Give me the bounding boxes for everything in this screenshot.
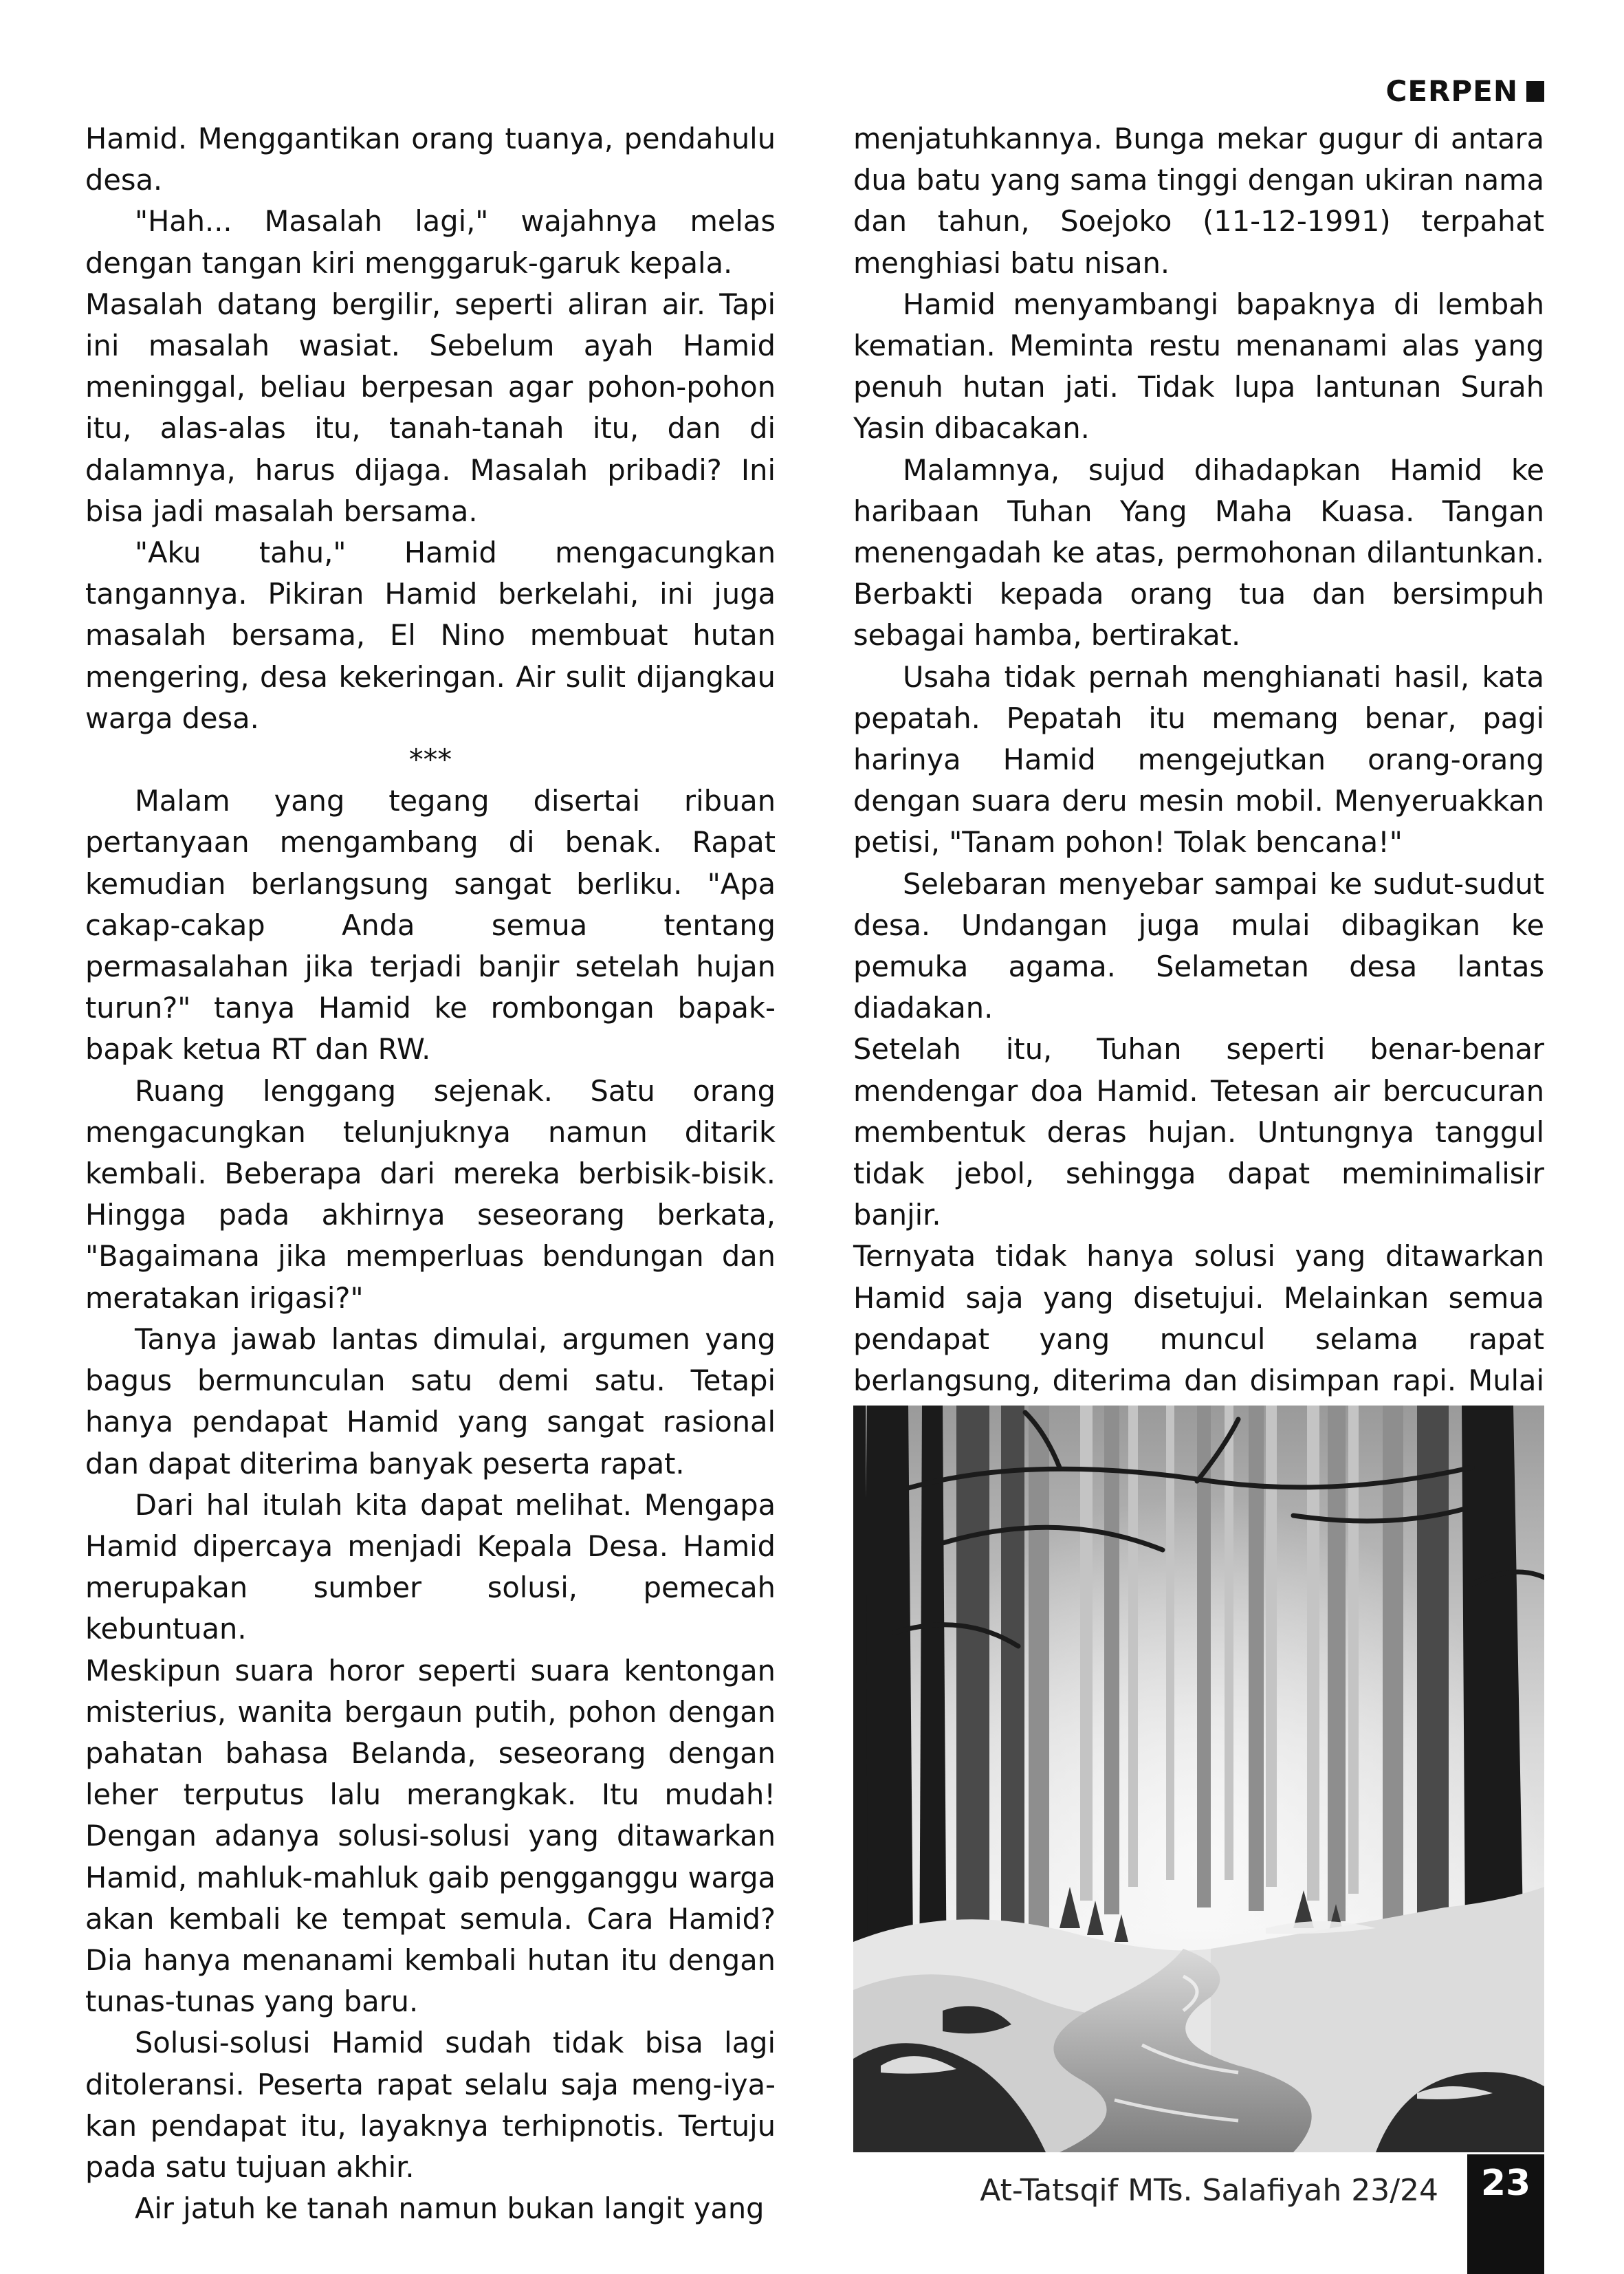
paragraph: Masalah datang bergilir, seperti aliran air. Tapi ini masalah wasiat. Sebelum ayah Hamid meninggal, beliau berpesan agar pohon-pohon itu, alas-alas itu, tanah-tanah itu, dan di dalamnya, harus dijaga. Masalah pribadi? Ini bisa jadi masalah bersama. <box>85 287 776 528</box>
paragraph: "Hah... Masalah lagi," wajahnya melas dengan tangan kiri menggaruk-garuk kepala. <box>85 204 776 280</box>
paragraph: Malam yang tegang disertai ribuan pertanyaan mengambang di benak. Rapat kemudian berlangsung sangat berliku. "Apa cakap-cakap Anda semua tentang permasalahan jika terjadi banjir setelah hujan turun?" tanya Hamid ke rombongan bapak-bapak ketua RT dan RW. <box>85 784 776 1067</box>
paragraph: menjatuhkannya. Bunga mekar gugur di antara dua batu yang sama tinggi dengan ukiran nama dan tahun, Soejoko (11-12-1991) terpahat menghiasi batu nisan. <box>853 122 1544 280</box>
left-text-column <box>85 118 776 2229</box>
paragraph: Setelah itu, Tuhan seperti benar-benar mendengar doa Hamid. Tetesan air bercucuran membentuk deras hujan. Untungnya tanggul tidak jebol, sehingga dapat meminimalisir banjir. <box>853 1032 1544 1232</box>
paragraph: Meskipun suara horor seperti suara kentongan misterius, wanita bergaun putih, pohon dengan pahatan bahasa Belanda, seseorang dengan leher terputus lalu merangkak. Itu mudah! Dengan adanya solusi-solusi yang ditawarkan Hamid, mahluk-mahluk gaib pengganggu warga akan kembali ke tempat semula. Cara Hamid? Dia hanya menanami kembali hutan itu dengan tunas-tunas yang baru. <box>85 1653 776 2019</box>
forest-illustration <box>853 1406 1544 2152</box>
section-square-icon <box>1526 81 1544 102</box>
publication-name: At-Tatsqif MTs. Salafiyah 23/24 <box>980 2173 1438 2208</box>
paragraph: Hamid menyambangi bapaknya di lembah kematian. Meminta restu menanami alas yang penuh hutan jati. Tidak lupa lantunan Surah Yasin dibacakan. <box>853 287 1544 446</box>
right-text-column <box>853 118 1544 1485</box>
paragraph: Solusi-solusi Hamid sudah tidak bisa lagi ditoleransi. Peserta rapat selalu saja meng-iya-kan pendapat itu, layaknya terhipnotis. Tertuju pada satu tujuan akhir. <box>85 2026 776 2184</box>
section-label <box>1386 74 1544 108</box>
forest-illustration-svg <box>853 1406 1544 2152</box>
paragraph: "Aku tahu," Hamid mengacungkan tangannya. Pikiran Hamid berkelahi, ini juga masalah bersama, El Nino membuat hutan mengering, desa kekeringan. Air sulit dijangkau warga desa. <box>85 536 776 735</box>
paragraph: Air jatuh ke tanah namun bukan langit yang <box>135 2191 765 2226</box>
paragraph: Ruang lenggang sejenak. Satu orang mengacungkan telunjuknya namun ditarik kembali. Beberapa dari mereka berbisik-bisik. Hingga pada akhirnya seseorang berkata, "Bagaimana jika memperluas bendungan dan meratakan irigasi?" <box>85 1073 776 1315</box>
page-number: 23 <box>1480 2163 1531 2204</box>
paragraph: Ternyata tidak hanya solusi yang ditawarkan Hamid saja yang disetujui. Melainkan semua pendapat yang muncul selama rapat berlangsung, diterima dan disimpan rapi. Mulai <box>853 1239 1544 1398</box>
paragraph: Tanya jawab lantas dimulai, argumen yang bagus bermunculan satu demi satu. Tetapi hanya pendapat Hamid yang sangat rasional dan dapat diterima banyak peserta rapat. <box>85 1322 776 1480</box>
paragraph: Selebaran menyebar sampai ke sudut-sudut desa. Undangan juga mulai dibagikan ke pemuka agama. Selametan desa lantas diadakan. <box>853 866 1544 1025</box>
paragraph: Hamid. Menggantikan orang tuanya, pendahulu desa. <box>85 122 776 197</box>
scene-break: *** <box>408 743 452 777</box>
paragraph: Dari hal itulah kita dapat melihat. Mengapa Hamid dipercaya menjadi Kepala Desa. Hamid merupakan sumber solusi, pemecah kebuntuan. <box>85 1487 776 1646</box>
paragraph: Usaha tidak pernah menghianati hasil, kata pepatah. Pepatah itu memang benar, pagi harinya Hamid mengejutkan orang-orang dengan suara deru mesin mobil. Menyeruakkan petisi, "Tanam pohon! Tolak bencana!" <box>853 659 1544 860</box>
paragraph: Malamnya, sujud dihadapkan Hamid ke haribaan Tuhan Yang Maha Kuasa. Tangan menengadah ke atas, permohonan dilantunkan. Berbakti kepada orang tua dan bersimpuh sebagai hamba, bertirakat. <box>853 452 1544 653</box>
page-number-box <box>1467 2154 1544 2274</box>
section-label-text: CERPEN <box>1385 74 1518 108</box>
